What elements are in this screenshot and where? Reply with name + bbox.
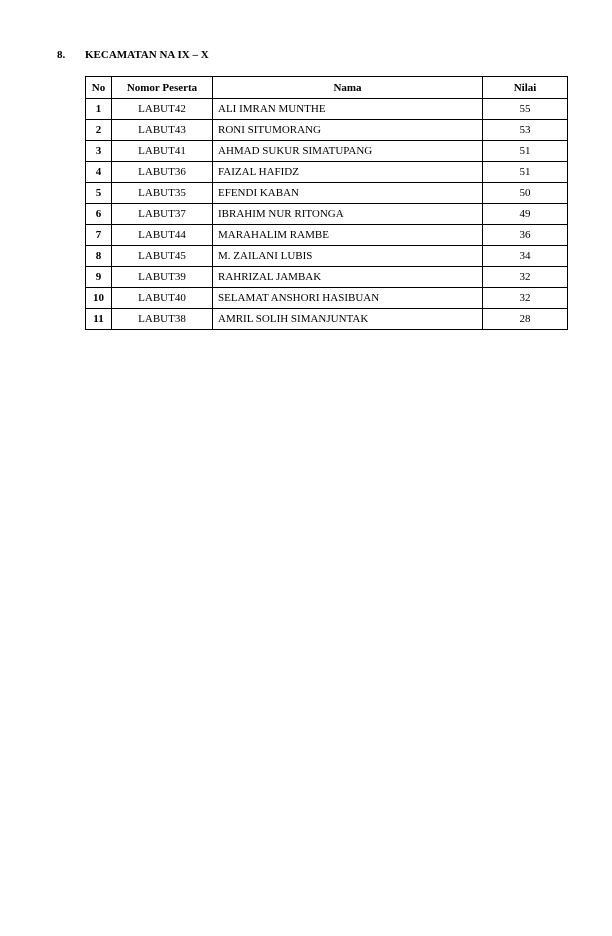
cell-nama: ALI IMRAN MUNTHE bbox=[213, 99, 483, 120]
cell-nomor-peserta: LABUT37 bbox=[112, 204, 213, 225]
cell-nomor-peserta: LABUT38 bbox=[112, 309, 213, 330]
cell-nilai: 34 bbox=[483, 246, 568, 267]
header-no: No bbox=[86, 77, 112, 99]
cell-nomor-peserta: LABUT44 bbox=[112, 225, 213, 246]
cell-nilai: 32 bbox=[483, 288, 568, 309]
table-row bbox=[86, 267, 568, 288]
cell-nama: M. ZAILANI LUBIS bbox=[213, 246, 483, 267]
cell-nomor-peserta: LABUT43 bbox=[112, 120, 213, 141]
cell-no: 11 bbox=[86, 309, 112, 330]
table-row bbox=[86, 183, 568, 204]
cell-nama: SELAMAT ANSHORI HASIBUAN bbox=[213, 288, 483, 309]
cell-no: 1 bbox=[86, 99, 112, 120]
cell-nama: EFENDI KABAN bbox=[213, 183, 483, 204]
cell-nilai: 49 bbox=[483, 204, 568, 225]
section-heading bbox=[57, 49, 209, 61]
cell-nomor-peserta: LABUT41 bbox=[112, 141, 213, 162]
table-row bbox=[86, 288, 568, 309]
table-row bbox=[86, 120, 568, 141]
header-nama: Nama bbox=[213, 77, 483, 99]
cell-no: 9 bbox=[86, 267, 112, 288]
cell-nama: FAIZAL HAFIDZ bbox=[213, 162, 483, 183]
results-table bbox=[85, 76, 568, 330]
cell-no: 6 bbox=[86, 204, 112, 225]
cell-no: 4 bbox=[86, 162, 112, 183]
cell-no: 3 bbox=[86, 141, 112, 162]
cell-nomor-peserta: LABUT39 bbox=[112, 267, 213, 288]
table-row bbox=[86, 99, 568, 120]
cell-nilai: 55 bbox=[483, 99, 568, 120]
cell-nomor-peserta: LABUT36 bbox=[112, 162, 213, 183]
cell-nomor-peserta: LABUT35 bbox=[112, 183, 213, 204]
table-row bbox=[86, 204, 568, 225]
cell-nama: RAHRIZAL JAMBAK bbox=[213, 267, 483, 288]
table-row bbox=[86, 246, 568, 267]
cell-nama: IBRAHIM NUR RITONGA bbox=[213, 204, 483, 225]
cell-nomor-peserta: LABUT45 bbox=[112, 246, 213, 267]
cell-nilai: 53 bbox=[483, 120, 568, 141]
cell-nama: AHMAD SUKUR SIMATUPANG bbox=[213, 141, 483, 162]
cell-nilai: 51 bbox=[483, 141, 568, 162]
cell-no: 5 bbox=[86, 183, 112, 204]
cell-no: 7 bbox=[86, 225, 112, 246]
table-row bbox=[86, 309, 568, 330]
cell-nilai: 32 bbox=[483, 267, 568, 288]
table-row bbox=[86, 141, 568, 162]
table-row bbox=[86, 162, 568, 183]
cell-nilai: 51 bbox=[483, 162, 568, 183]
cell-no: 10 bbox=[86, 288, 112, 309]
cell-nama: AMRIL SOLIH SIMANJUNTAK bbox=[213, 309, 483, 330]
cell-no: 8 bbox=[86, 246, 112, 267]
cell-nilai: 28 bbox=[483, 309, 568, 330]
header-nomor-peserta: Nomor Peserta bbox=[112, 77, 213, 99]
cell-nomor-peserta: LABUT42 bbox=[112, 99, 213, 120]
table-row bbox=[86, 225, 568, 246]
cell-nomor-peserta: LABUT40 bbox=[112, 288, 213, 309]
cell-no: 2 bbox=[86, 120, 112, 141]
cell-nama: MARAHALIM RAMBE bbox=[213, 225, 483, 246]
cell-nilai: 50 bbox=[483, 183, 568, 204]
section-title: KECAMATAN NA IX – X bbox=[85, 49, 209, 61]
header-nilai: Nilai bbox=[483, 77, 568, 99]
section-number: 8. bbox=[57, 49, 66, 61]
cell-nilai: 36 bbox=[483, 225, 568, 246]
cell-nama: RONI SITUMORANG bbox=[213, 120, 483, 141]
table-header-row bbox=[86, 77, 568, 99]
